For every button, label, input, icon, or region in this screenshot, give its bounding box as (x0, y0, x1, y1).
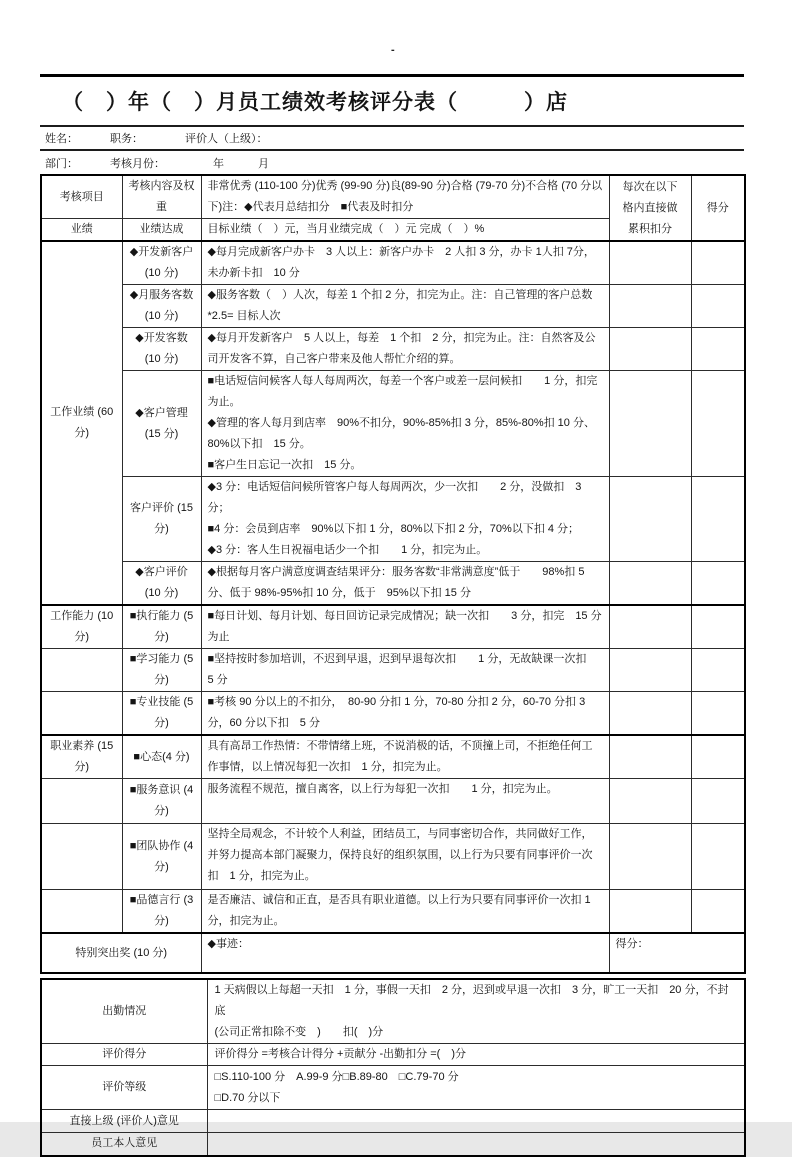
category-cell (41, 779, 122, 824)
deduction-cell (609, 285, 691, 328)
table-row (41, 371, 745, 477)
score-cell (691, 735, 745, 779)
deduction-cell (609, 735, 691, 779)
criteria-cell: ◆服务客数（ ）人次，每差 1 个扣 2 分，扣完为止。注：自己管理的客户总数*2.5= 目标人次 (201, 285, 609, 328)
score-cell (691, 371, 745, 477)
item-cell: ◆月服务客数(10 分) (122, 285, 201, 328)
deduction-cell (609, 605, 691, 649)
special-award-score: 得分： (609, 933, 745, 973)
header-content-col: 考核内容及权重 (122, 175, 201, 219)
category-cell (41, 649, 122, 692)
category-cell (41, 824, 122, 890)
deduction-cell (609, 779, 691, 824)
header-grading-scale: 非常优秀 (110-100 分)优秀 (99-90 分)良(89-90 分)合格 (79-70 分)不合格 (70 分以下)注：◆代表月总结扣分 ■代表及时扣分 (201, 175, 609, 219)
supervisor-opinion-row (41, 1110, 745, 1133)
item-cell: ■学习能力 (5 分) (122, 649, 201, 692)
evaluation-grade-row (41, 1066, 745, 1110)
item-cell: ■品德言行 (3 分) (122, 890, 201, 934)
criteria-cell: ◆每月完成新客户办卡 3 人以上：新客户办卡 2 人扣 3 分，办卡 1人扣 7分，未办新卡扣 10 分 (201, 241, 609, 285)
info-row-department (40, 151, 744, 174)
item-cell: 客户评价 (15 分) (122, 477, 201, 562)
item-cell: ■服务意识 (4 分) (122, 779, 201, 824)
evaluation-score-row (41, 1044, 745, 1066)
deduction-cell (609, 824, 691, 890)
score-cell (691, 779, 745, 824)
department-label: 部门： (45, 157, 78, 170)
page-header-mark: - (391, 44, 395, 56)
table-row (41, 779, 745, 824)
criteria-cell: 具有高昂工作热情：不带情绪上班，不说消极的话，不顶撞上司，不拒绝任何工作事情，以上情况每犯一次扣 1 分，扣完为止。 (201, 735, 609, 779)
category-cell: 业绩 (41, 219, 122, 242)
deduction-cell (609, 890, 691, 934)
item-cell: ■心态(4 分) (122, 735, 201, 779)
special-award-label: 特别突出奖 (10 分) (41, 933, 201, 973)
score-cell (691, 605, 745, 649)
score-cell (691, 824, 745, 890)
score-cell (691, 890, 745, 934)
evaluation-table (40, 174, 746, 974)
evaluation-score-formula: 评价得分 =考核合计得分 +贡献分 -出勤扣分 =( )分 (207, 1044, 745, 1066)
attendance-label: 出勤情况 (41, 979, 207, 1044)
deduction-cell (609, 649, 691, 692)
criteria-cell: ■电话短信问候客人每人每周两次，每差一个客户或差一层问候扣 1 分，扣完为止。 ◆管理的客人每月到店率 90%不扣分，90%-85%扣 3 分，85%-80%扣 10 分、80%以下扣 15 分。 ■客户生日忘记一次扣 15 分。 (201, 371, 609, 477)
category-cell (41, 692, 122, 736)
info-row-name (40, 127, 744, 151)
header-score-col: 得分 (691, 175, 745, 241)
table-row (41, 735, 745, 779)
score-cell (691, 477, 745, 562)
header-deduction-col: 每次在以下格内直接做累积扣分 (609, 175, 691, 241)
year-label: 年 (213, 157, 224, 170)
item-cell: ◆开发新客户(10 分) (122, 241, 201, 285)
employee-opinion-label: 员工本人意见 (41, 1133, 207, 1156)
category-cell (41, 890, 122, 934)
deduction-cell (609, 241, 691, 285)
criteria-cell: 目标业绩（ ）元，当月业绩完成（ ）元 完成（ ）% (201, 219, 609, 242)
special-award-content: ◆事迹： (201, 933, 609, 973)
deduction-cell (609, 692, 691, 736)
page-title: （ ）年（ ）月员工绩效考核评分表（ ）店 (40, 77, 744, 127)
evaluator-label: 评价人（上级）： (185, 133, 268, 145)
deduction-cell (609, 328, 691, 371)
score-cell (691, 649, 745, 692)
score-cell (691, 562, 745, 606)
attendance-content: 1 天病假以上每超一天扣 1 分，事假一天扣 2 分，迟到或早退一次扣 3 分，旷工一天扣 20 分，不封底 (公司正常扣除不变 ) 扣( )分 (207, 979, 745, 1044)
deduction-cell (609, 562, 691, 606)
table-row (41, 477, 745, 562)
criteria-cell: ■坚持按时参加培训，不迟到早退，迟到早退每次扣 1 分，无故缺课一次扣 5 分 (201, 649, 609, 692)
score-cell (691, 328, 745, 371)
score-cell (691, 241, 745, 285)
item-cell: ■团队协作 (4 分) (122, 824, 201, 890)
table-row (41, 328, 745, 371)
supervisor-opinion-field (207, 1110, 745, 1133)
deduction-cell (609, 477, 691, 562)
item-cell: ◆客户管理 (15 分) (122, 371, 201, 477)
criteria-cell: ◆根据每月客户满意度调查结果评分：服务客数“非常满意度”低于 98%扣 5 分、低于 98%-95%扣 10 分，低于 95%以下扣 15 分 (201, 562, 609, 606)
category-cell: 工作业绩 (60 分) (41, 241, 122, 605)
month-label: 月 (258, 157, 269, 170)
score-cell (691, 692, 745, 736)
score-cell (691, 285, 745, 328)
form-document (40, 74, 744, 1157)
table-row (41, 562, 745, 606)
criteria-cell: ◆每月开发新客户 5 人以上，每差 1 个扣 2 分，扣完为止。注：自然客及公司开发客不算，自己客户带来及他人帮忙介绍的算。 (201, 328, 609, 371)
table-row (41, 605, 745, 649)
criteria-cell: 是否廉洁、诚信和正直，是否具有职业道德。以上行为只要有同事评价一次扣 1 分，扣完为止。 (201, 890, 609, 934)
item-cell: ■专业技能 (5 分) (122, 692, 201, 736)
table-row (41, 241, 745, 285)
criteria-cell: ◆3 分：电话短信问候所管客户每人每周两次，少一次扣 2 分，没做扣 3 分； ■4 分：会员到店率 90%以下扣 1 分，80%以下扣 2 分，70%以下扣 4 分； ◆3 分：客人生日祝福电话少一个扣 1 分，扣完为止。 (201, 477, 609, 562)
header-item-col: 考核项目 (41, 175, 122, 219)
evaluation-score-label: 评价得分 (41, 1044, 207, 1066)
table-header-row (41, 175, 745, 219)
attendance-row (41, 979, 745, 1044)
employee-opinion-row (41, 1133, 745, 1156)
category-cell: 工作能力 (10 分) (41, 605, 122, 649)
evaluation-grade-label: 评价等级 (41, 1066, 207, 1110)
table-row (41, 824, 745, 890)
item-cell: ■执行能力 (5 分) (122, 605, 201, 649)
criteria-cell: 坚持全局观念，不计较个人利益，团结员工，与同事密切合作，共同做好工作，并努力提高本部门凝聚力，保持良好的组织氛围，以上行为只要有同事评价一次扣 1 分，扣完为止。 (201, 824, 609, 890)
table-row (41, 692, 745, 736)
deduction-cell (609, 371, 691, 477)
supervisor-opinion-label: 直接上级 (评价人)意见 (41, 1110, 207, 1133)
special-award-row (41, 933, 745, 973)
category-cell: 职业素养 (15 分) (41, 735, 122, 779)
item-cell: 业绩达成 (122, 219, 201, 242)
criteria-cell: ■每日计划、每月计划、每日回访记录完成情况；缺一次扣 3 分，扣完 15 分为止 (201, 605, 609, 649)
position-label: 职务： (110, 133, 143, 145)
item-cell: ◆开发客数 (10 分) (122, 328, 201, 371)
employee-opinion-field (207, 1133, 745, 1156)
item-cell: ◆客户评价 (10 分) (122, 562, 201, 606)
table-row (41, 649, 745, 692)
criteria-cell: 服务流程不规范，擅自离客，以上行为每犯一次扣 1 分，扣完为止。 (201, 779, 609, 824)
criteria-cell: ■考核 90 分以上的不扣分， 80-90 分扣 1 分，70-80 分扣 2 分，60-70 分扣 3 分，60 分以下扣 5 分 (201, 692, 609, 736)
name-label: 姓名： (45, 133, 78, 145)
assess-month-label: 考核月份： (110, 157, 165, 170)
evaluation-grade-options: □S.110-100 分 A.99-9 分□B.89-80 □C.79-70 分 □D.70 分以下 (207, 1066, 745, 1110)
summary-table (40, 978, 746, 1157)
table-row (41, 890, 745, 934)
table-row (41, 285, 745, 328)
